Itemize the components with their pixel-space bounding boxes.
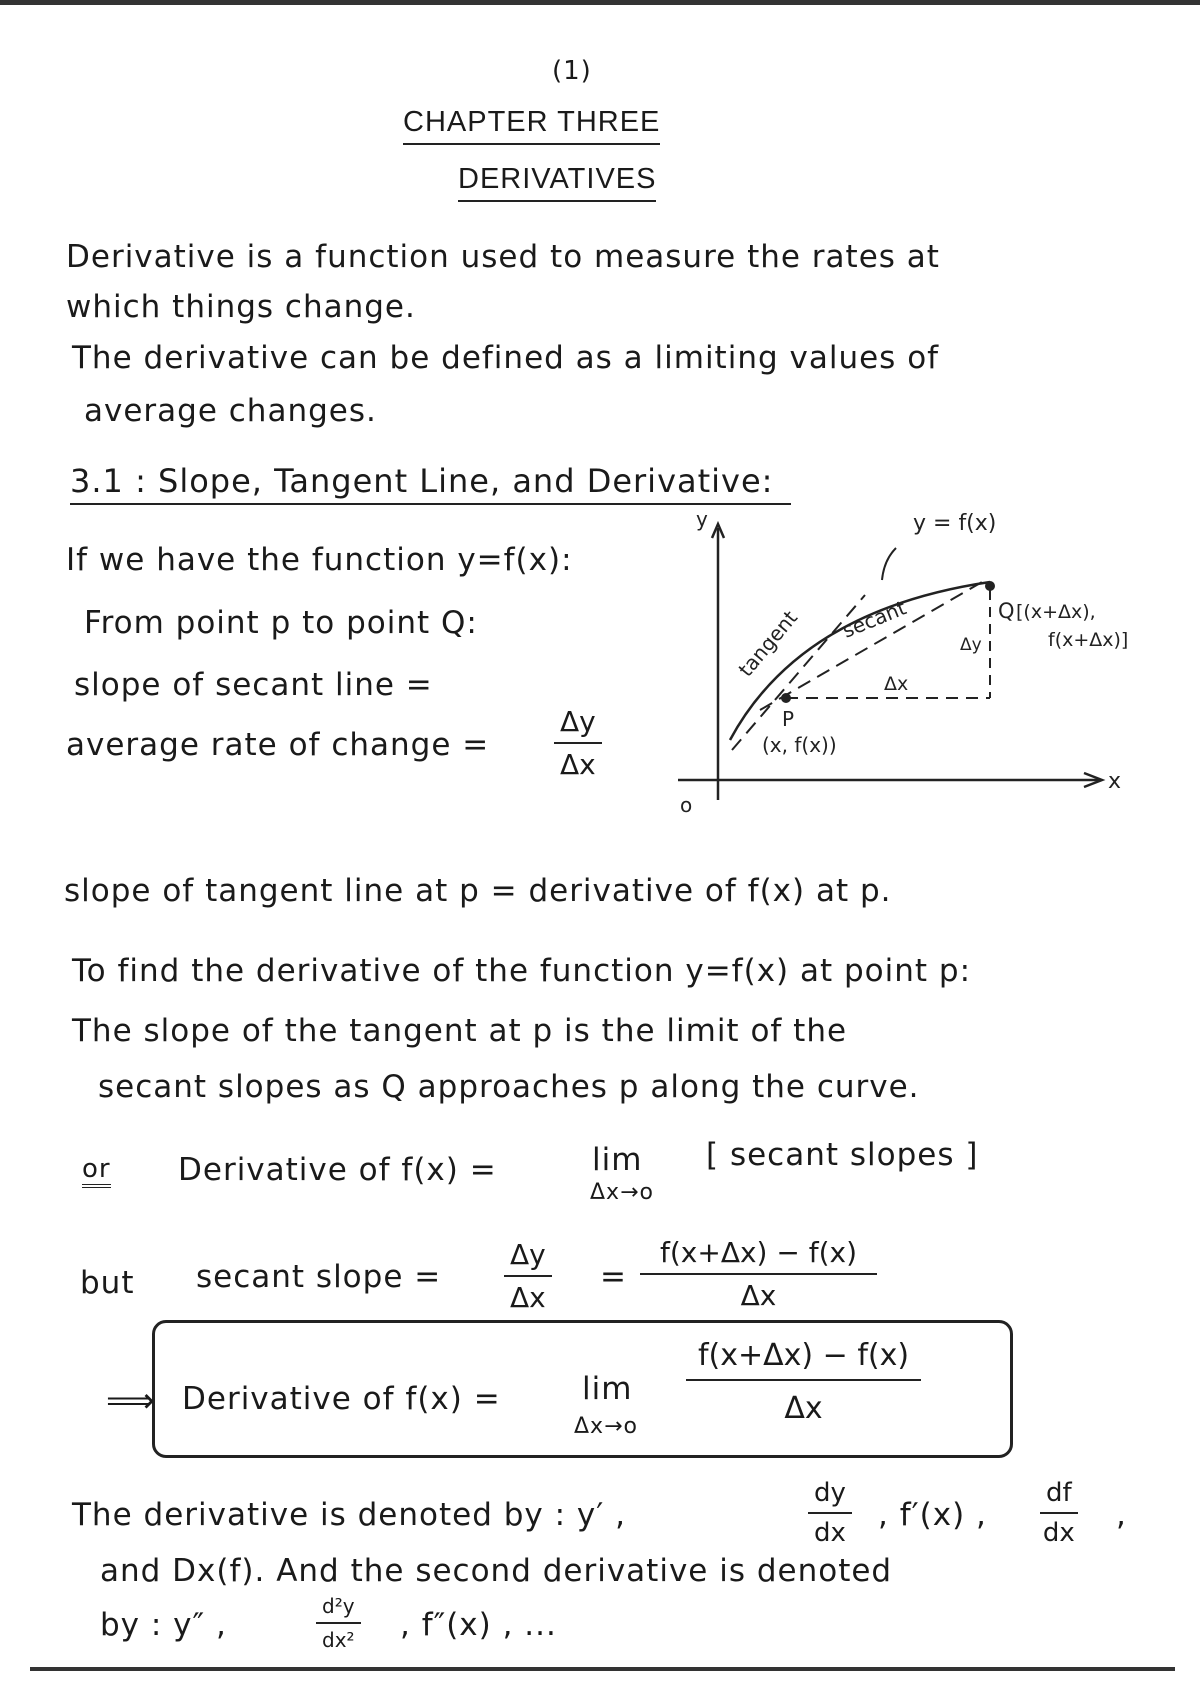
- intro-line-3: The derivative can be defined as a limiting values of: [72, 340, 940, 376]
- find-line-3: secant slopes as Q approaches p along the curve.: [98, 1069, 920, 1105]
- secant-label: secant: [838, 595, 910, 643]
- dy-denominator: dx: [814, 1518, 846, 1548]
- find-line-2: The slope of the tangent at p is the limit of the: [72, 1013, 848, 1049]
- delta-x-label: Δx: [884, 673, 909, 695]
- q-coordinates-2: f(x+Δx)]: [1048, 629, 1129, 651]
- secant-line-3: slope of secant line =: [74, 667, 433, 703]
- secant-slope-frac2-num: f(x+Δx) − f(x): [640, 1236, 877, 1275]
- intro-line-4: average changes.: [84, 393, 377, 429]
- trailing-comma: ,: [1116, 1497, 1127, 1533]
- boxed-lim-subscript: Δx→o: [574, 1414, 638, 1439]
- limit-def-bracket: [ secant slopes ]: [706, 1137, 979, 1173]
- f-prime: , f′(x) ,: [878, 1497, 987, 1533]
- boxed-fraction: [686, 1338, 921, 1426]
- avg-rate-denominator: Δx: [560, 748, 596, 781]
- secant-slope-label: secant slope =: [196, 1259, 442, 1295]
- df-denominator: dx: [1042, 1518, 1075, 1548]
- secant-line-1: If we have the function y=f(x):: [66, 542, 573, 578]
- notation-line-3-prefix: by : y″ ,: [100, 1607, 227, 1643]
- q-label: Q: [998, 599, 1015, 623]
- boxed-lim: lim: [582, 1371, 633, 1407]
- y-axis-label: y: [696, 507, 708, 531]
- find-line-1: To find the derivative of the function y=f(x) at point p:: [72, 953, 972, 989]
- secant-slope-fraction-1: [504, 1238, 552, 1314]
- but-label: but: [80, 1265, 135, 1301]
- secant-slope-fraction-2: [640, 1236, 877, 1312]
- intro-line-1: Derivative is a function used to measure the rates at: [66, 239, 940, 275]
- delta-y-label: Δy: [960, 635, 982, 655]
- d2y-dx2-fraction: [316, 1594, 361, 1652]
- secant-slope-frac2-den: Δx: [740, 1279, 777, 1312]
- function-curve: [730, 582, 990, 740]
- secant-slope-equals: =: [600, 1259, 627, 1295]
- secant-line-2: From point p to point Q:: [84, 605, 478, 641]
- d2y-denominator: dx²: [322, 1628, 355, 1652]
- tangent-label: tangent: [733, 605, 803, 682]
- avg-rate-numerator: Δy: [554, 705, 602, 744]
- intro-line-2: which things change.: [66, 289, 416, 325]
- avg-rate-fraction: [554, 705, 602, 781]
- bottom-rule: [30, 1667, 1175, 1671]
- chapter-title: CHAPTER THREE: [403, 108, 660, 145]
- dy-numerator: dy: [808, 1478, 852, 1514]
- boxed-denominator: Δx: [784, 1391, 823, 1426]
- secant-slope-frac1-den: Δx: [510, 1281, 546, 1314]
- secant-slope-frac1-num: Δy: [504, 1238, 552, 1277]
- page-number: (1): [552, 56, 592, 86]
- curve-label: y = f(x): [913, 511, 997, 536]
- top-rule: [0, 0, 1200, 5]
- p-label: P: [782, 707, 795, 731]
- implies-arrow: ⟹: [106, 1381, 156, 1421]
- d2y-numerator: d²y: [316, 1594, 361, 1624]
- point-p: [781, 693, 791, 703]
- notation-line-3-suffix: , f″(x) , ...: [400, 1607, 557, 1643]
- curve-label-pointer: [882, 548, 896, 580]
- origin-label: o: [680, 793, 693, 817]
- limit-def-text: Derivative of f(x) =: [178, 1152, 497, 1188]
- limit-def-subscript: Δx→o: [590, 1180, 654, 1205]
- notation-line-2: and Dx(f). And the second derivative is denoted: [100, 1553, 893, 1589]
- notation-line-1: The derivative is denoted by : y′ ,: [72, 1497, 627, 1533]
- df-numerator: df: [1040, 1478, 1078, 1514]
- tangent-statement: slope of tangent line at p = derivative of f(x) at p.: [64, 873, 892, 909]
- secant-line-4: average rate of change =: [66, 727, 490, 763]
- point-q: [985, 581, 995, 591]
- p-coordinates: (x, f(x)): [762, 733, 837, 757]
- boxed-numerator: f(x+Δx) − f(x): [686, 1338, 921, 1381]
- x-axis-label: x: [1108, 769, 1122, 794]
- limit-def-lim: lim: [592, 1142, 643, 1178]
- boxed-text: Derivative of f(x) =: [182, 1381, 501, 1417]
- secant-tangent-diagram: [660, 500, 1180, 840]
- df-dx-fraction: [1040, 1478, 1078, 1548]
- section-heading: 3.1 : Slope, Tangent Line, and Derivative:: [70, 465, 791, 505]
- chapter-subtitle: DERIVATIVES: [458, 165, 656, 202]
- dy-dx-fraction: [808, 1478, 852, 1548]
- or-label: or: [82, 1156, 111, 1188]
- secant-line: [760, 582, 982, 710]
- q-coordinates-1: [(x+Δx),: [1016, 601, 1096, 623]
